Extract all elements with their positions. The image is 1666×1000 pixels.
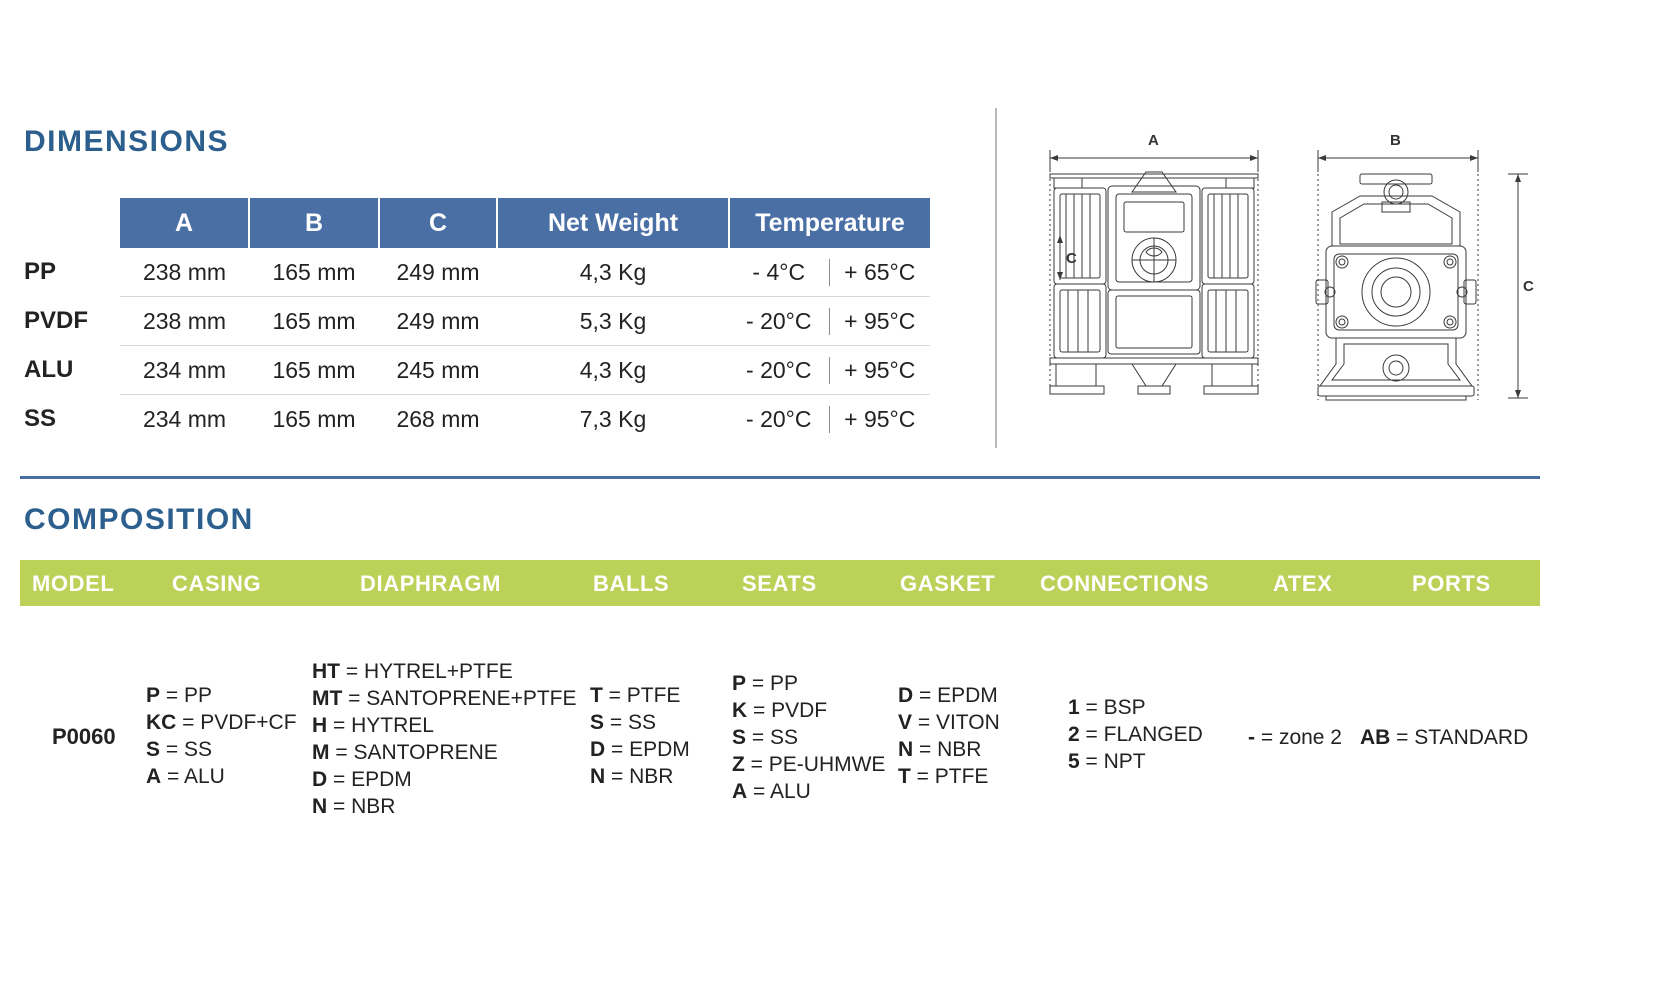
code-casing-p: P <box>146 684 161 707</box>
list-item: K = PVDF <box>732 699 828 722</box>
value-diaphragm-d: EPDM <box>351 768 412 791</box>
composition-table-header-row <box>20 560 1540 606</box>
cell-pp-net-weight: 4,3 Kg <box>497 248 729 297</box>
table-row <box>18 395 930 444</box>
list-item: V = VITON <box>898 711 1000 734</box>
value-seats-s: SS <box>769 726 798 749</box>
value-balls-n: NBR <box>629 765 674 788</box>
composition-column-gasket <box>898 682 1000 790</box>
cell-ss-a: 234 mm <box>142 405 227 432</box>
code-atex-dash: - <box>1248 726 1255 749</box>
code-gasket-t: T <box>898 765 911 788</box>
cell-alu-b: 165 mm <box>249 346 379 395</box>
cell-model-code: P0060 <box>52 724 116 749</box>
value-ports-standard: STANDARD <box>1414 726 1529 749</box>
table-row <box>18 248 930 297</box>
composition-column-atex <box>1248 724 1342 751</box>
cell-ss-temp-min: - 20°C <box>729 406 830 433</box>
cell-ss-net-weight: 7,3 Kg <box>579 405 647 432</box>
code-seats-a: A <box>732 780 748 803</box>
value-connections-1: BSP <box>1103 696 1146 719</box>
cell-pvdf-net-weight: 5,3 Kg <box>497 297 729 346</box>
list-item: N = NBR <box>898 738 982 761</box>
value-casing-kc: PVDF+CF <box>200 711 297 734</box>
list-item: D = EPDM <box>312 768 412 791</box>
dimension-label-c-left: C <box>1066 250 1077 267</box>
list-item: S = SS <box>590 711 656 734</box>
list-item: A = ALU <box>732 780 811 803</box>
col-header-diaphragm: DIAPHRAGM <box>360 571 502 596</box>
value-seats-z: PE-UHMWE <box>768 753 886 776</box>
dimensions-section-title: DIMENSIONS <box>24 125 230 158</box>
code-connections-2: 2 <box>1068 723 1080 746</box>
code-diaphragm-m: M <box>312 741 330 764</box>
vertical-divider <box>995 108 997 448</box>
code-balls-t: T <box>590 684 603 707</box>
code-diaphragm-d: D <box>312 768 328 791</box>
row-label-pp: PP <box>24 258 57 286</box>
list-item: H = HYTREL <box>312 714 434 737</box>
value-balls-d: EPDM <box>629 738 690 761</box>
code-ports-ab: AB <box>1360 726 1391 749</box>
code-casing-a: A <box>146 765 162 788</box>
cell-ss-temp-max: + 95°C <box>844 405 916 432</box>
list-item: D = EPDM <box>898 684 998 707</box>
cell-alu-temp-min: - 20°C <box>729 357 830 384</box>
cell-pp-temp-min: - 4°C <box>729 259 830 286</box>
code-diaphragm-mt: MT <box>312 687 343 710</box>
col-header-ports: PORTS <box>1412 571 1491 596</box>
col-header-net-weight: Net Weight <box>497 198 729 248</box>
list-item: D = EPDM <box>590 738 690 761</box>
value-diaphragm-ht: HYTREL+PTFE <box>363 660 513 683</box>
code-diaphragm-ht: HT <box>312 660 340 683</box>
col-header-casing: CASING <box>172 571 262 596</box>
cell-pp-b: 165 mm <box>249 248 379 297</box>
value-diaphragm-h: HYTREL <box>351 714 434 737</box>
list-item: Z = PE-UHMWE <box>732 753 886 776</box>
value-balls-t: PTFE <box>626 684 681 707</box>
row-label-ss: SS <box>24 404 57 432</box>
col-header-b: B <box>249 198 379 248</box>
dimensions-table-header-row <box>18 198 930 248</box>
cell-pvdf-a: 238 mm <box>120 297 249 346</box>
composition-section <box>20 560 1540 836</box>
composition-table-body <box>20 606 1540 836</box>
cell-pvdf-b: 165 mm <box>249 297 379 346</box>
cell-pvdf-temperature <box>729 297 930 346</box>
code-gasket-d: D <box>898 684 914 707</box>
code-gasket-v: V <box>898 711 913 734</box>
value-diaphragm-n: NBR <box>351 795 396 818</box>
cell-alu-c: 245 mm <box>379 346 497 395</box>
code-seats-z: Z <box>732 753 745 776</box>
col-header-model: MODEL <box>32 571 115 596</box>
list-item: N = NBR <box>590 765 674 788</box>
code-balls-d: D <box>590 738 606 761</box>
value-casing-s: SS <box>183 738 212 761</box>
composition-column-connections <box>1068 694 1203 775</box>
list-item: HT = HYTREL+PTFE <box>312 660 513 683</box>
col-header-a: A <box>120 198 249 248</box>
cell-pp-c: 249 mm <box>379 248 497 297</box>
code-gasket-n: N <box>898 738 914 761</box>
code-diaphragm-n: N <box>312 795 328 818</box>
value-seats-p: PP <box>769 672 798 695</box>
code-connections-1: 1 <box>1068 696 1080 719</box>
list-item: N = NBR <box>312 795 396 818</box>
value-gasket-t: PTFE <box>934 765 989 788</box>
value-diaphragm-mt: SANTOPRENE+PTFE <box>366 687 577 710</box>
value-gasket-n: NBR <box>937 738 982 761</box>
code-connections-5: 5 <box>1068 750 1080 773</box>
dimension-label-b: B <box>1390 132 1401 149</box>
list-item: S = SS <box>146 738 212 761</box>
code-balls-n: N <box>590 765 606 788</box>
cell-pvdf-temp-max: + 95°C <box>844 307 916 334</box>
list-item: A = ALU <box>146 765 225 788</box>
table-row <box>18 297 930 346</box>
code-balls-s: S <box>590 711 605 734</box>
list-item: S = SS <box>732 726 798 749</box>
value-connections-5: NPT <box>1103 750 1146 773</box>
col-header-balls: BALLS <box>593 571 670 596</box>
cell-pp-temp-max: + 65°C <box>844 258 916 285</box>
cell-pp-a: 238 mm <box>120 248 249 297</box>
cell-pp-temperature <box>729 248 930 297</box>
composition-column-ports <box>1360 724 1528 751</box>
composition-column-seats <box>732 670 885 805</box>
col-header-c: C <box>379 198 497 248</box>
value-connections-2: FLANGED <box>1103 723 1203 746</box>
row-label-alu: ALU <box>24 356 74 383</box>
col-header-gasket: GASKET <box>900 571 996 596</box>
list-item: 1 = BSP <box>1068 696 1146 719</box>
row-label-pvdf: PVDF <box>24 307 89 334</box>
code-seats-k: K <box>732 699 748 722</box>
list-item: M = SANTOPRENE <box>312 741 498 764</box>
value-balls-s: SS <box>627 711 656 734</box>
cell-ss-temperature <box>729 395 930 444</box>
code-seats-s: S <box>732 726 747 749</box>
col-header-temperature: Temperature <box>729 198 930 248</box>
cell-alu-net-weight: 4,3 Kg <box>497 346 729 395</box>
list-item: P = PP <box>732 672 798 695</box>
dimension-label-c: C <box>1523 278 1534 295</box>
list-item: 5 = NPT <box>1068 750 1146 773</box>
value-atex-zone: zone 2 <box>1278 726 1342 749</box>
code-diaphragm-h: H <box>312 714 328 737</box>
list-item: T = PTFE <box>898 765 989 788</box>
composition-column-diaphragm <box>312 658 577 820</box>
col-header-blank <box>18 198 120 248</box>
list-item: KC = PVDF+CF <box>146 711 297 734</box>
cell-alu-a: 234 mm <box>120 346 249 395</box>
dimensions-table <box>18 198 930 443</box>
code-seats-p: P <box>732 672 747 695</box>
value-casing-p: PP <box>183 684 212 707</box>
composition-column-balls <box>590 682 690 790</box>
table-row <box>18 346 930 395</box>
code-casing-s: S <box>146 738 161 761</box>
list-item: T = PTFE <box>590 684 681 707</box>
section-divider-rule <box>20 476 1540 479</box>
col-header-seats: SEATS <box>742 571 817 596</box>
value-seats-a: ALU <box>769 780 811 803</box>
list-item: AB = STANDARD <box>1360 726 1529 749</box>
cell-alu-temperature <box>729 346 930 395</box>
value-gasket-v: VITON <box>935 711 1000 734</box>
cell-pvdf-c: 249 mm <box>379 297 497 346</box>
composition-section-title: COMPOSITION <box>24 503 254 536</box>
cell-alu-temp-max: + 95°C <box>844 356 916 383</box>
value-seats-k: PVDF <box>771 699 828 722</box>
code-casing-kc: KC <box>146 711 177 734</box>
composition-column-casing <box>146 682 297 790</box>
dimension-label-a: A <box>1148 132 1159 149</box>
list-item: P = PP <box>146 684 212 707</box>
pump-technical-drawing <box>1020 130 1540 450</box>
col-header-connections: CONNECTIONS <box>1040 571 1210 596</box>
cell-ss-c: 268 mm <box>396 405 480 432</box>
list-item: 2 = FLANGED <box>1068 723 1203 746</box>
list-item: - = zone 2 <box>1248 726 1342 749</box>
col-header-atex: ATEX <box>1273 571 1333 596</box>
cell-ss-b: 165 mm <box>272 405 356 432</box>
value-gasket-d: EPDM <box>937 684 998 707</box>
value-diaphragm-m: SANTOPRENE <box>353 741 498 764</box>
list-item: MT = SANTOPRENE+PTFE <box>312 687 577 710</box>
pump-drawing-svg <box>1020 130 1540 450</box>
cell-pvdf-temp-min: - 20°C <box>729 308 830 335</box>
value-casing-a: ALU <box>183 765 225 788</box>
